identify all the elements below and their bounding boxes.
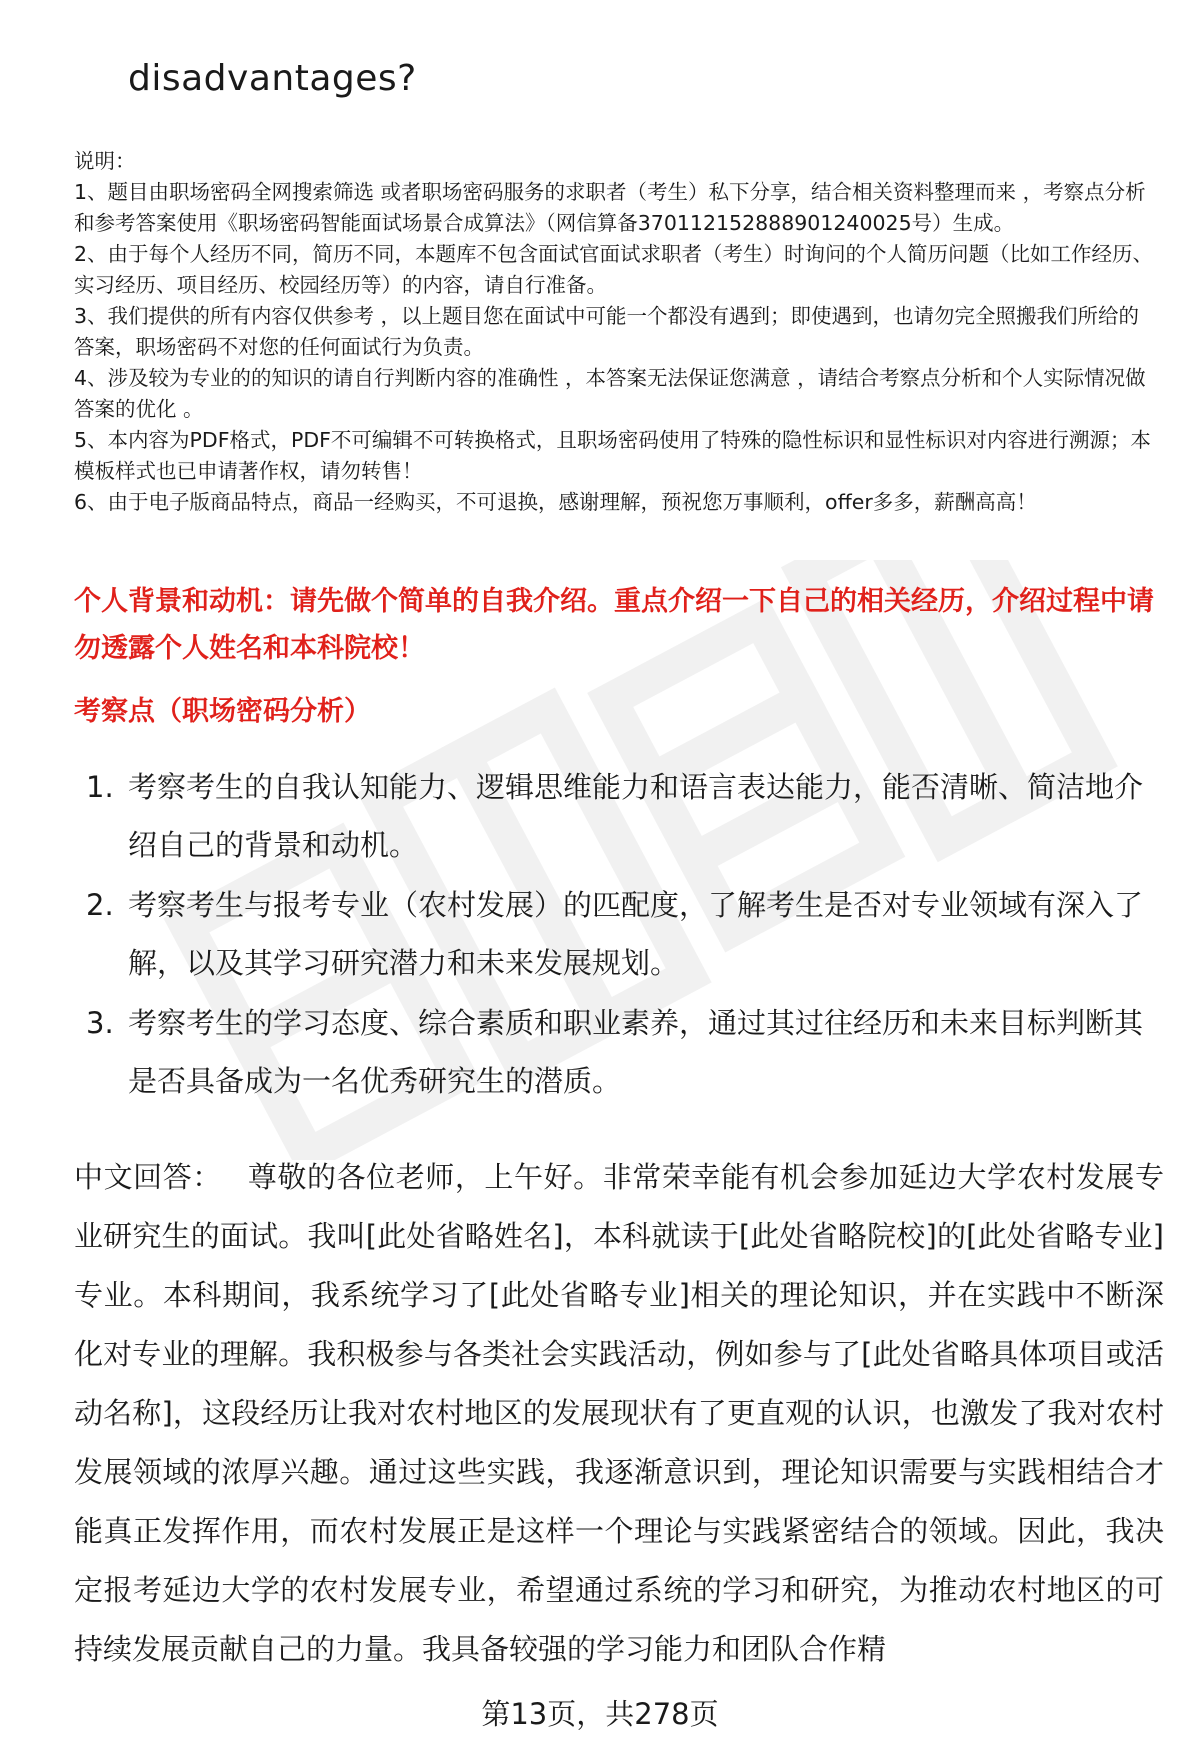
- question-title: 个人背景和动机：请先做个简单的自我介绍。重点介绍一下自己的相关经历，介绍过程中请勿透露个人姓名和本科院校！: [74, 586, 1154, 664]
- analysis-item-text: 考察考生与报考专业（农村发展）的匹配度，了解考生是否对专业领域有深入了解，以及其学习研究潜力和未来发展规划。: [128, 888, 1144, 980]
- page-footer: 第13页，共278页: [481, 1697, 719, 1731]
- note-item: 1、题目由职场密码全网搜索筛选 或者职场密码服务的求职者（考生）私下分享，结合相关资料整理而来 ，考察点分析和参考答案使用《职场密码智能面试场景合成算法》（网信算备370112152888901240025号）生成。: [74, 180, 1146, 235]
- notes-title: 说明：: [74, 149, 136, 173]
- analysis-item: [74, 876, 1164, 992]
- note-item: 3、我们提供的所有内容仅供参考 ，以上题目您在面试中可能一个都没有遇到；即使遇到，也请勿完全照搬我们所给的答案，职场密码不对您的任何面试行为负责。: [74, 304, 1140, 359]
- note-item: 4、涉及较为专业的的知识的请自行判断内容的准确性 ，本答案无法保证您满意 ，请结合考察点分析和个人实际情况做答案的优化 。: [74, 366, 1146, 421]
- page-top-heading: disadvantages?: [128, 58, 417, 99]
- analysis-title: 考察点（职场密码分析）: [74, 696, 371, 727]
- answer-text: 尊敬的各位老师，上午好。非常荣幸能有机会参加延边大学农村发展专业研究生的面试。我叫[此处省略姓名]，本科就读于[此处省略院校]的[此处省略专业]专业。本科期间，我系统学习了[此处省略专业]相关的理论知识，并在实践中不断深化对专业的理解。我积极参与各类社会实践活动，例如参与了[此处省略具体项目或活动名称]，这段经历让我对农村地区的发展现状有了更直观的认识，也激发了我对农村发展领域的浓厚兴趣。通过这些实践，我逐渐意识到，理论知识需要与实践相结合才能真正发挥作用，而农村发展正是这样一个理论与实践紧密结合的领域。因此，我决定报考延边大学的农村发展专业，希望通过系统的学习和研究，为推动农村地区的可持续发展贡献自己的力量。我具备较强的学习能力和团队合作精: [74, 1160, 1164, 1666]
- analysis-item-text: 考察考生的自我认知能力、逻辑思维能力和语言表达能力，能否清晰、简洁地介绍自己的背景和动机。: [128, 770, 1144, 862]
- notes-block: [74, 146, 1159, 518]
- analysis-item: [74, 994, 1164, 1110]
- answer-label: 中文回答：: [74, 1160, 222, 1194]
- analysis-list: [74, 758, 1164, 1112]
- analysis-item-number: 1.: [86, 770, 114, 804]
- analysis-item: [74, 758, 1164, 874]
- analysis-item-number: 2.: [86, 888, 114, 922]
- note-item: 5、本内容为PDF格式，PDF不可编辑不可转换格式，且职场密码使用了特殊的隐性标识和显性标识对内容进行溯源；本模板样式也已申请著作权，请勿转售！: [74, 428, 1151, 483]
- answer-block: [74, 1148, 1164, 1679]
- note-item: 6、由于电子版商品特点，商品一经购买，不可退换，感谢理解，预祝您万事顺利，offer多多，薪酬高高！: [74, 490, 1037, 514]
- analysis-item-number: 3.: [86, 1006, 114, 1040]
- analysis-item-text: 考察考生的学习态度、综合素质和职业素养，通过其过往经历和未来目标判断其是否具备成为一名优秀研究生的潜质。: [128, 1006, 1144, 1098]
- note-item: 2、由于每个人经历不同，简历不同，本题库不包含面试官面试求职者（考生）时询问的个人简历问题（比如工作经历、实习经历、项目经历、校园经历等）的内容，请自行准备。: [74, 242, 1154, 297]
